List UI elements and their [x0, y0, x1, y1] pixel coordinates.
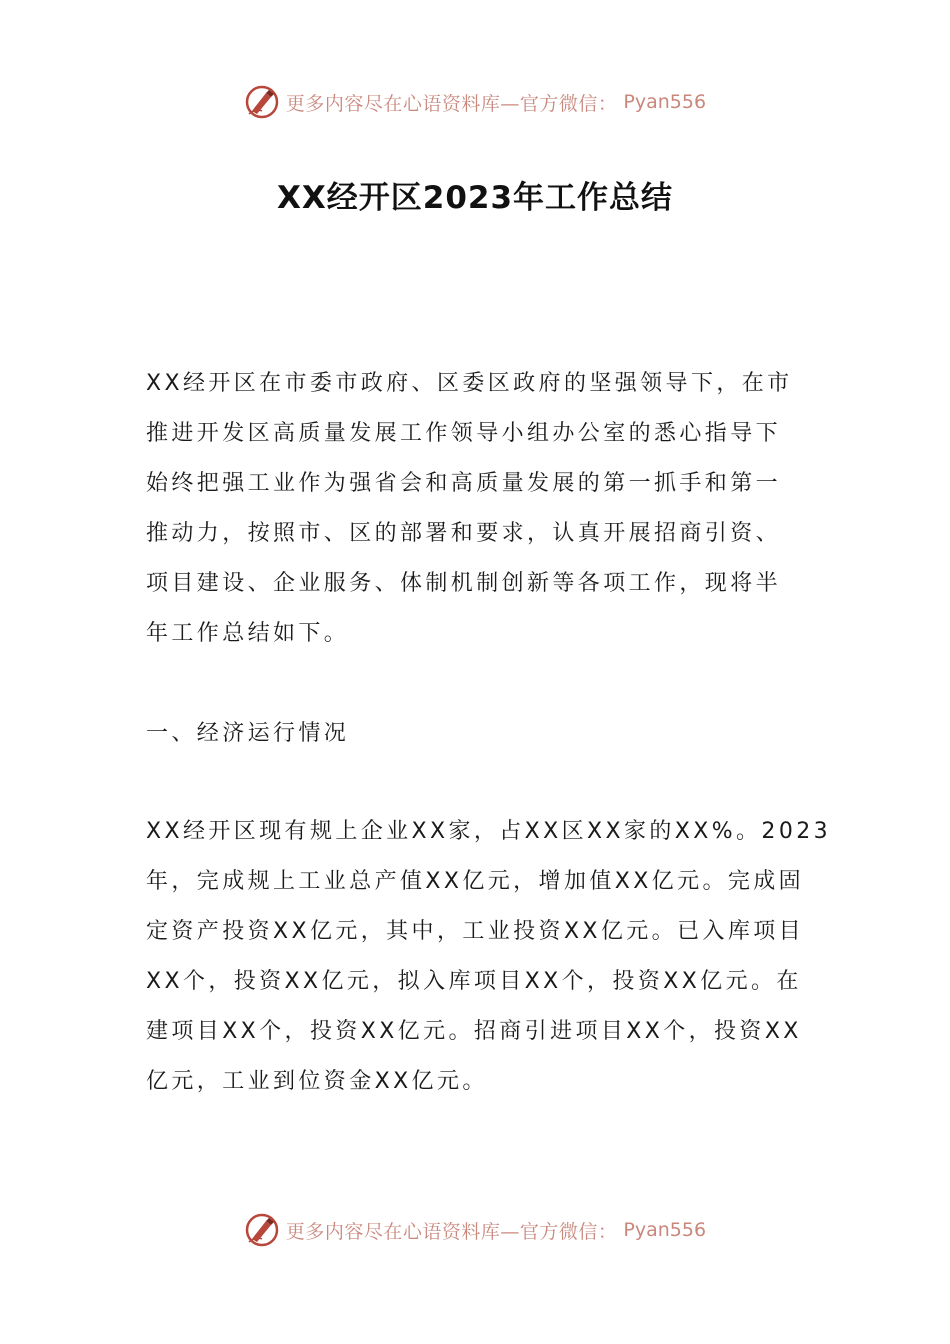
intro-paragraph [146, 359, 806, 659]
pen-nib-logo-icon [244, 1212, 280, 1248]
watermark-text: 更多内容尽在心语资料库—官方微信： [285, 1220, 618, 1243]
intro-line: 推动力，按照市、区的部署和要求，认真开展招商引资、 [146, 521, 782, 546]
economy-paragraph [146, 807, 832, 1107]
economy-line: 建项目XX个，投资XX亿元。招商引进项目XX个，投资XX [146, 1019, 802, 1044]
document-title: XX经开区2023年工作总结 [276, 180, 674, 216]
economy-line: XX经开区现有规上企业XX家，占XX区XX家的XX%。2023 [146, 819, 832, 844]
watermark-footer [0, 1210, 950, 1250]
intro-line: 始终把强工业作为强省会和高质量发展的第一抓手和第一 [146, 471, 782, 496]
watermark-header [0, 82, 950, 122]
economy-line: XX个，投资XX亿元，拟入库项目XX个，投资XX亿元。在 [146, 969, 802, 994]
intro-line: 项目建设、企业服务、体制机制创新等各项工作，现将半 [146, 571, 782, 596]
intro-line: 推进开发区高质量发展工作领导小组办公室的悉心指导下 [146, 421, 782, 446]
intro-line: 年工作总结如下。 [146, 621, 350, 646]
watermark-contact: Pyan556 [623, 1219, 707, 1241]
section-heading-economy: 一、经济运行情况 [146, 721, 350, 746]
watermark-contact: Pyan556 [623, 91, 707, 113]
watermark-text: 更多内容尽在心语资料库—官方微信： [285, 92, 618, 115]
economy-line: 定资产投资XX亿元，其中，工业投资XX亿元。已入库项目 [146, 919, 805, 944]
economy-line: 年，完成规上工业总产值XX亿元，增加值XX亿元。完成固 [146, 869, 805, 894]
pen-nib-logo-icon [244, 84, 280, 120]
intro-line: XX经开区在市委市政府、区委区政府的坚强领导下，在市 [146, 371, 793, 396]
economy-line: 亿元，工业到位资金XX亿元。 [146, 1069, 488, 1094]
